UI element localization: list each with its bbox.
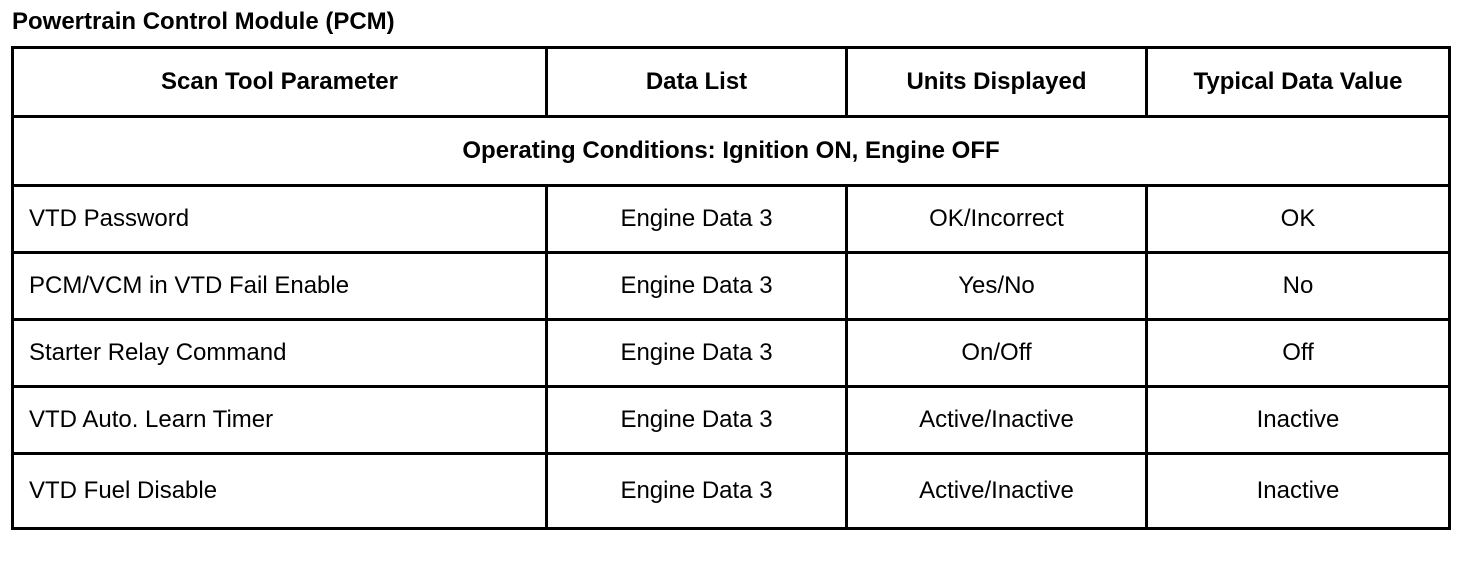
parameter-cell: Starter Relay Command [13, 320, 547, 387]
parameter-cell: PCM/VCM in VTD Fail Enable [13, 253, 547, 320]
table-header-row [13, 48, 1450, 117]
table-row [13, 387, 1450, 454]
units-cell: Active/Inactive [847, 454, 1147, 529]
data-list-cell: Engine Data 3 [547, 454, 847, 529]
data-list-cell: Engine Data 3 [547, 186, 847, 253]
column-header-data-list: Data List [547, 48, 847, 117]
column-header-scan-tool-parameter: Scan Tool Parameter [13, 48, 547, 117]
column-header-typical-data-value: Typical Data Value [1147, 48, 1450, 117]
table-row [13, 253, 1450, 320]
data-list-cell: Engine Data 3 [547, 253, 847, 320]
units-cell: Active/Inactive [847, 387, 1147, 454]
typical-value-cell: Off [1147, 320, 1450, 387]
typical-value-cell: No [1147, 253, 1450, 320]
data-list-cell: Engine Data 3 [547, 387, 847, 454]
data-list-cell: Engine Data 3 [547, 320, 847, 387]
typical-value-cell: Inactive [1147, 387, 1450, 454]
parameter-cell: VTD Fuel Disable [13, 454, 547, 529]
table-row [13, 320, 1450, 387]
units-cell: On/Off [847, 320, 1147, 387]
operating-conditions-row [13, 117, 1450, 186]
typical-value-cell: OK [1147, 186, 1450, 253]
pcm-data-table [11, 46, 1451, 530]
column-header-units-displayed: Units Displayed [847, 48, 1147, 117]
units-cell: Yes/No [847, 253, 1147, 320]
parameter-cell: VTD Auto. Learn Timer [13, 387, 547, 454]
table-row [13, 186, 1450, 253]
operating-conditions-cell: Operating Conditions: Ignition ON, Engine OFF [13, 117, 1450, 186]
units-cell: OK/Incorrect [847, 186, 1147, 253]
typical-value-cell: Inactive [1147, 454, 1450, 529]
table-row [13, 454, 1450, 529]
parameter-cell: VTD Password [13, 186, 547, 253]
page-title: Powertrain Control Module (PCM) [12, 8, 395, 35]
